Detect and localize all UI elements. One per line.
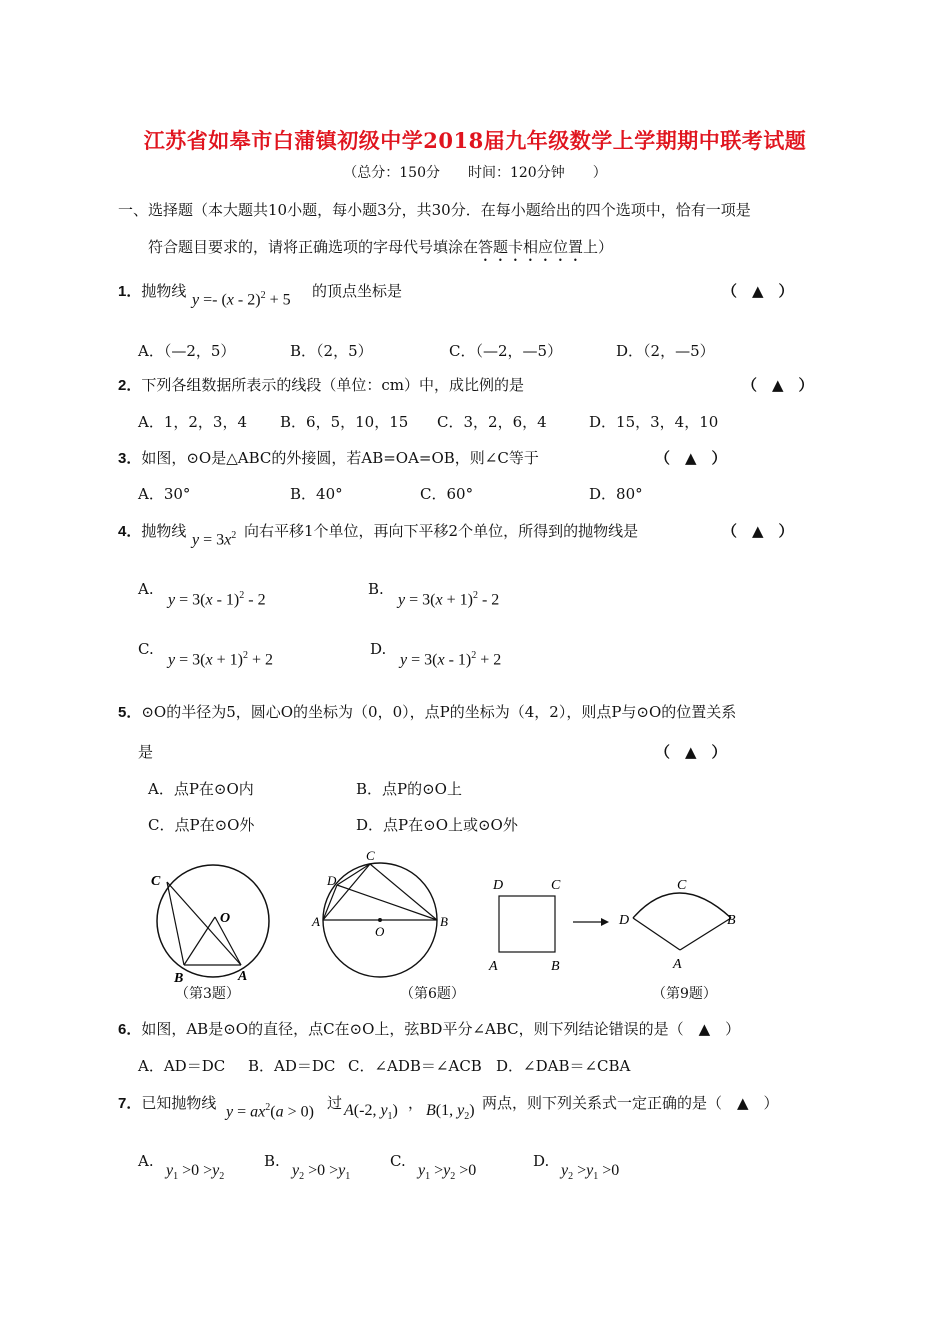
fig9-sector-label-b: B	[727, 913, 736, 928]
q7-label-d: D.	[533, 1152, 550, 1170]
q3-option-d: D．80°	[589, 485, 643, 503]
q4-label-b: B.	[368, 580, 384, 598]
fig9-caption: （第9题）	[652, 986, 717, 1002]
question-5-cont: 是	[138, 743, 154, 761]
q4-label-d: D.	[370, 640, 387, 658]
q2-option-a: A．1，2，3，4	[138, 413, 248, 431]
q2-option-c: C．3，2，6，4	[437, 413, 547, 431]
q2-option-d: D．15，3，4，10	[589, 413, 719, 431]
figure-6	[308, 848, 458, 983]
fig9-sector-label-a: A	[673, 957, 682, 972]
fig3-label-a: A	[238, 969, 248, 984]
q6-option-b: B．AD＝DC	[248, 1057, 336, 1075]
answer-mark: （ ▲ ）	[722, 282, 794, 300]
q1-formula: y =- (x - 2)$^2$ + 5	[192, 290, 291, 309]
fig6-label-o: O	[375, 924, 385, 939]
q6-option-d: D．∠DAB＝∠CBA	[496, 1057, 631, 1075]
q7-label-c: C.	[390, 1152, 406, 1170]
section-heading-cont: 符合题目要求的，请将正确选项的字母代号填涂在答题卡相应位置上）	[148, 238, 614, 256]
fig9-sector-label-d: D	[619, 913, 630, 928]
section-heading: 一、选择题（本大题共10小题，每小题3分，共30分．在每小题给出的四个选项中，恰有一项是	[118, 201, 751, 219]
question-2: 2．下列各组数据所表示的线段（单位：cm）中，成比例的是	[118, 376, 524, 394]
q7-label-b: B.	[264, 1152, 280, 1170]
q3-option-a: A．30°	[138, 485, 191, 503]
q1-option-d: D．（2，—5）	[616, 342, 715, 360]
q5-option-d: D．点P在⊙O上或⊙O外	[356, 816, 518, 834]
q7-comma: ，	[408, 1094, 424, 1112]
fig3-label-o: O	[220, 911, 231, 926]
q4-label-c: C.	[138, 640, 154, 658]
q7-label-a: A.	[138, 1152, 154, 1170]
fig6-caption: （第6题）	[400, 986, 465, 1002]
q4-label-a: A.	[138, 580, 154, 598]
q4-text: 向右平移1个单位，再向下平移2个单位，所得到的抛物线是	[244, 522, 639, 540]
fig3-label-c: C	[151, 874, 161, 889]
question-6: 6．如图，AB是⊙O的直径，点C在⊙O上，弦BD平分∠ABC，则下列结论错误的是（ ▲ ）	[118, 1020, 741, 1038]
answer-mark: （ ▲ ）	[655, 449, 727, 467]
fig9-square-label-a: A	[489, 959, 498, 974]
q7-option-a: $y_1 >0 >y_2$	[166, 1162, 225, 1183]
question-1: 1．抛物线	[118, 282, 187, 300]
q4-formula: $y = 3x^2$	[192, 530, 237, 549]
fig9-square-label-b: B	[551, 959, 560, 974]
question-7: 7．已知抛物线	[118, 1094, 217, 1112]
q7-formula: $y = ax^2(a > 0)$	[226, 1102, 314, 1121]
q4-option-b: $y = 3(x + 1)^2 - 2$	[398, 590, 500, 609]
answer-mark: （ ▲ ）	[722, 522, 794, 540]
fig6-label-c: C	[366, 848, 375, 863]
q7-point-b: B(1, $y_2$)	[426, 1102, 475, 1123]
fig9-sector-label-c: C	[677, 878, 687, 893]
figure-3	[140, 862, 280, 990]
exam-info: （总分：150分 时间：120分钟 ）	[343, 165, 607, 181]
q7-text: 两点，则下列关系式一定正确的是（ ▲ ）	[482, 1094, 779, 1112]
fig3-label-b: B	[174, 971, 184, 986]
q6-option-a: A．AD＝DC	[138, 1057, 226, 1075]
emphasis-text: 答题卡相应位置	[478, 238, 584, 256]
question-3: 3．如图，⊙O是△ABC的外接圆，若AB=OA=OB，则∠C等于	[118, 449, 539, 467]
fig6-label-a: A	[312, 914, 320, 929]
q7-option-d: $y_2 >y_1 >0$	[561, 1162, 620, 1183]
fig9-square-label-c: C	[551, 878, 561, 893]
q5-option-b: B．点P的⊙O上	[356, 780, 462, 798]
q7-option-b: $y_2 >0 >y_1$	[292, 1162, 351, 1183]
q2-option-b: B．6，5，10，15	[280, 413, 409, 431]
q1-option-b: B．（2，5）	[290, 342, 373, 360]
fig6-label-d: D	[327, 873, 337, 888]
q4-option-c: $y = 3(x + 1)^2 + 2$	[168, 650, 273, 669]
fig9-square-label-d: D	[493, 878, 504, 893]
figure-9	[485, 872, 745, 977]
fig3-caption: （第3题）	[175, 986, 240, 1002]
q7-option-c: $y_1 >y_2 >0$	[418, 1162, 477, 1183]
answer-mark: （ ▲ ）	[742, 376, 814, 394]
page-title: 江苏省如皋市白蒲镇初级中学2018届九年级数学上学期期中联考试题	[143, 128, 807, 153]
q7-text-mid: 过	[327, 1094, 343, 1112]
question-4: 4．抛物线	[118, 522, 187, 540]
q1-option-c: C．（—2，—5）	[449, 342, 563, 360]
q1-text: 的顶点坐标是	[312, 282, 403, 300]
answer-mark: （ ▲ ）	[655, 743, 727, 761]
q7-point-a: A(-2, $y_1$)	[344, 1102, 398, 1123]
q5-option-c: C．点P在⊙O外	[148, 816, 255, 834]
fig6-label-b: B	[440, 914, 448, 929]
q1-option-a: A．（—2，5）	[138, 342, 236, 360]
q6-option-c: C．∠ADB＝∠ACB	[348, 1057, 482, 1075]
q3-option-b: B．40°	[290, 485, 343, 503]
q4-option-a: y = 3(x - 1)$^2$ - 2	[168, 590, 266, 609]
q3-option-c: C．60°	[420, 485, 474, 503]
question-5: 5．⊙O的半径为5，圆心O的坐标为（0，0），点P的坐标为（4，2），则点P与⊙O的位置关系	[118, 703, 737, 721]
q4-option-d: y = 3(x - 1)$^2$ + 2	[400, 650, 502, 669]
q5-option-a: A．点P在⊙O内	[148, 780, 254, 798]
